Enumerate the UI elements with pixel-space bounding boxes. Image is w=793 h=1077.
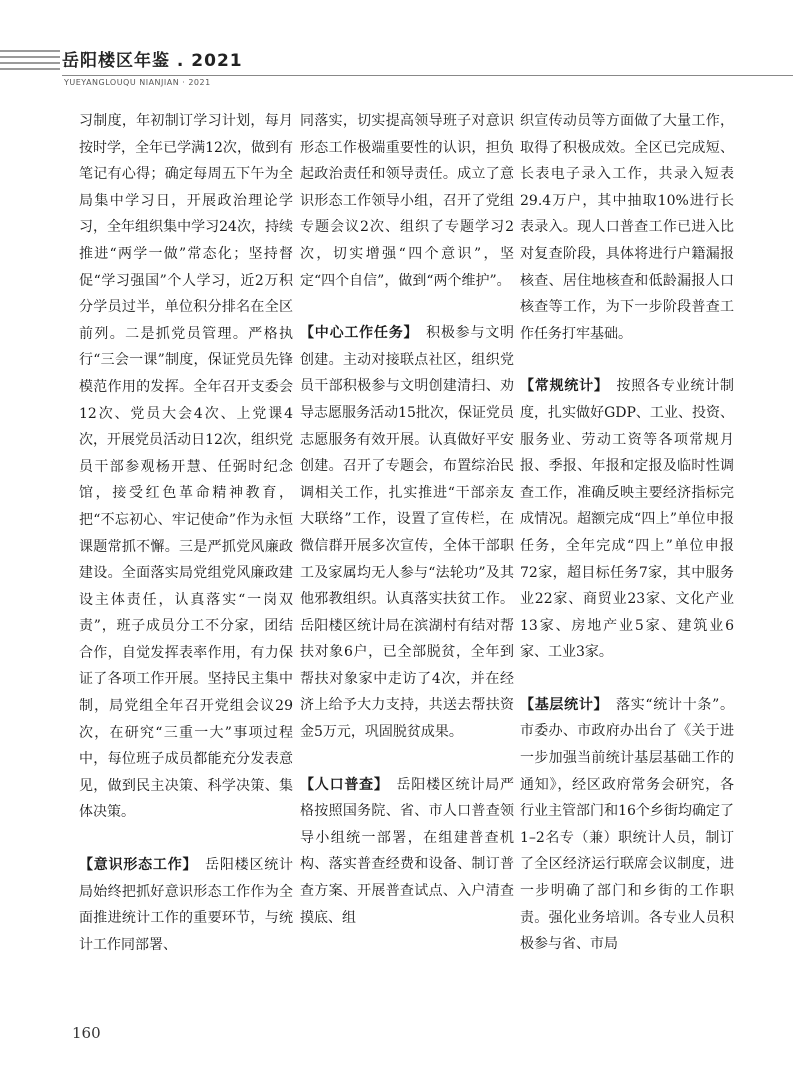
section-tag: 【基层统计】 — [520, 696, 602, 713]
text-column-2 — [300, 108, 514, 931]
page-number: 160 — [72, 1024, 101, 1042]
paragraph-text: 织宣传动员等方面做了大量工作，取得了积极成效。全区已完成短、长表电子录入工作，共录入短表29.4万户，其中抽取10%进行长表录入。现人口普查工作已进入比对复查阶段，具体将进行户籍漏报核查、居住地核查和低龄漏报人口核查等工作，为下一步阶段普查工作任务打牢基础。 — [520, 113, 734, 342]
paragraph-text: 岳阳楼区统计局始终把抓好意识形态工作作为全面推进统计工作的重要环节，与统计工作同部署、 — [79, 857, 294, 953]
paragraph-text: 岳阳楼区统计局严格按照国务院、省、市人口普查领导小组统一部署，在组建普查机构、落实普查经费和设备、制订普查方案、开展普查试点、入户清查摸底、组 — [300, 776, 515, 926]
paragraph — [79, 108, 293, 826]
header-subtitle: YUEYANGLOUQU NIANJIAN · 2021 — [64, 78, 211, 87]
section-tag: 【常规统计】 — [520, 378, 602, 395]
running-header — [0, 40, 793, 90]
paragraph — [520, 373, 734, 666]
header-rule — [62, 75, 793, 76]
paragraph — [300, 108, 514, 294]
section-tag: 【中心工作任务】 — [300, 325, 412, 342]
text-column-1 — [79, 108, 293, 958]
header-stripes-decoration — [0, 50, 60, 74]
paragraph — [79, 852, 293, 958]
paragraph — [520, 692, 734, 958]
text-column-3 — [520, 108, 734, 958]
paragraph — [300, 772, 514, 932]
paragraph-text: 积极参与文明创建。主动对接联点社区，组织党员干部积极参与文明创建清扫、劝导志愿服务活动15批次，保证党员志愿服务有效开展。认真做好平安创建。召开了专题会，布置综治民调相关工作，扎实推进“干部亲友大联络”工作，设置了宣传栏，在微信群开展多次宣传，全体干部职工及家属均无人参与“法轮功”及其他邪教组织。认真落实扶贫工作。岳阳楼区统计局在滨湖村有结对帮扶对象6户，已全部脱贫，全年到帮扶对象家中走访了4次，并在经济上给予大力支持，共送去帮扶资金5万元，巩固脱贫成果。 — [300, 325, 515, 741]
section-tag: 【人口普查】 — [300, 776, 382, 793]
paragraph-text: 同落实，切实提高领导班子对意识形态工作极端重要性的认识，担负起政治责任和领导责任。成立了意识形态工作领导小组，召开了党组专题会议2次、组织了专题学习2次，切实增强“四个意识”，坚定“四个自信”，做到“两个维护”。 — [300, 113, 514, 289]
section-tag: 【意识形态工作】 — [79, 857, 191, 874]
paragraph-text: 按照各专业统计制度，扎实做好GDP、工业、投资、服务业、劳动工资等各项常规月报、季报、年报和定报及临时性调查工作，准确反映主要经济指标完成情况。超额完成“四上”单位申报任务，全年完成“四上”单位申报72家，超目标任务7家，其中服务业22家、商贸业23家、文化产业13家、房地产业5家、建筑业6家、工业3家。 — [520, 378, 735, 661]
paragraph — [300, 320, 514, 746]
paragraph — [520, 108, 734, 347]
paragraph-text: 落实“统计十条”。市委办、市政府办出台了《关于进一步加强当前统计基层基础工作的通知》，经区政府常务会研究，各行业主管部门和16个乡街均确定了1–2名专（兼）职统计人员，制订了全区经济运行联席会议制度，进一步明确了部门和乡街的工作职责。强化业务培训。各专业人员积极参与省、市局 — [520, 696, 735, 953]
header-title: 岳阳楼区年鉴 . 2021 — [62, 51, 243, 71]
paragraph-text: 习制度，年初制订学习计划，每月按时学，全年已学满12次，做到有笔记有心得；确定每周五下午为全局集中学习日，开展政治理论学习，全年组织集中学习24次，持续推进“两学一做”常态化；坚持督促“学习强国”个人学习，近2万积分学员过半，单位积分排名在全区前列。二是抓党员管理。严格执行“三会一课”制度，保证党员先锋模范作用的发挥。全年召开支委会12次、党员大会4次、上党课4次，开展党员活动日12次，组织党员干部参观杨开慧、任弼时纪念馆，接受红色革命精神教育，把“不忘初心、牢记使命”作为永恒课题常抓不懈。三是严抓党风廉政建设。全面落实局党组党风廉政建设主体责任，认真落实“一岗双责”，班子成员分工不分家，团结合作，自觉发挥表率作用，有力保证了各项工作开展。坚持民主集中制，局党组全年召开党组会议29次，在研究“三重一大”事项过程中，每位班子成员都能充分发表意见，做到民主决策、科学决策、集体决策。 — [79, 113, 293, 821]
